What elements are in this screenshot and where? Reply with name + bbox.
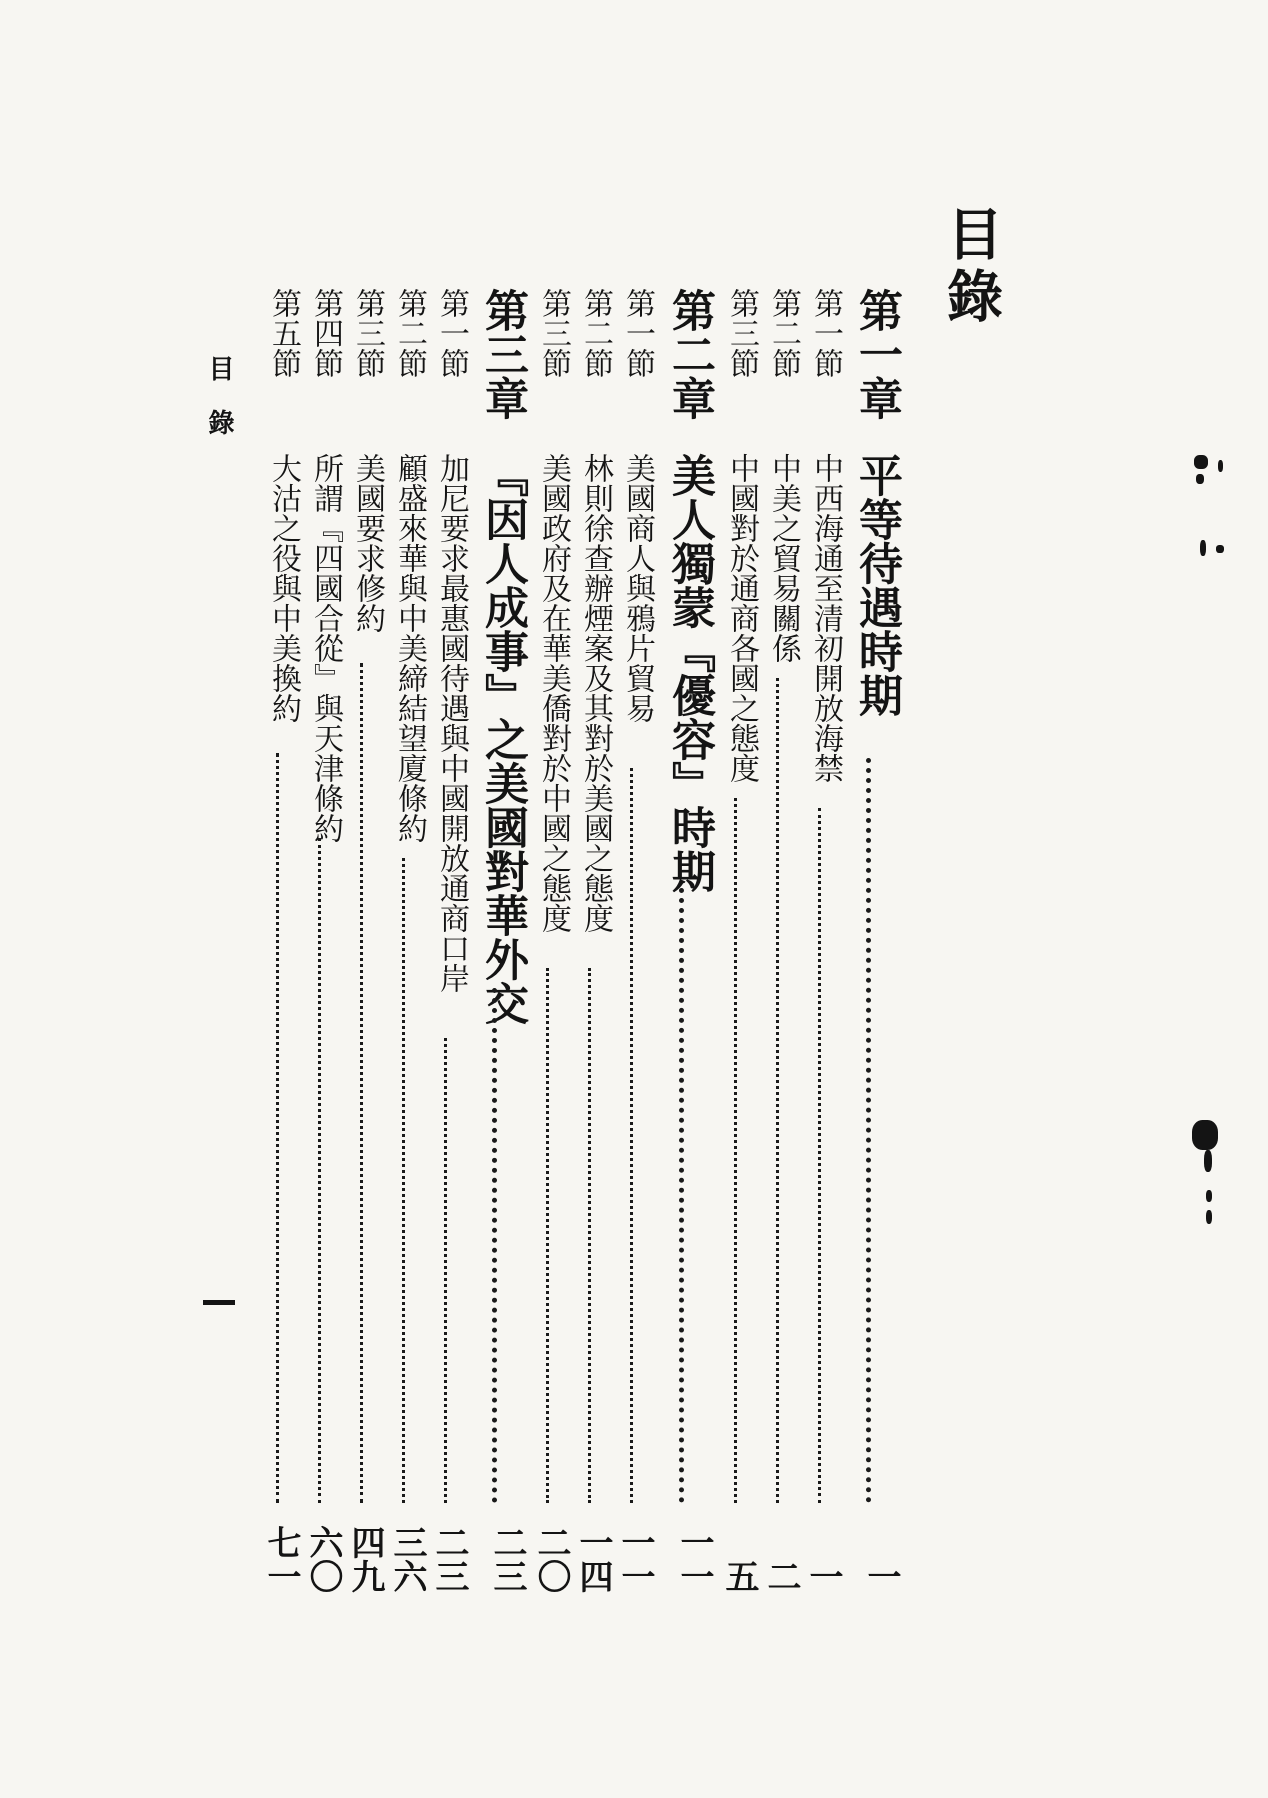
entry-page: 二三	[487, 1525, 527, 1593]
toc-entry-section-1-2	[758, 288, 801, 1593]
toc-entry-chapter-3	[468, 288, 528, 1593]
dot-leader	[818, 808, 821, 1503]
entry-title: 美國商人與鴉片貿易	[620, 453, 655, 723]
entry-title: 大沽之役與中美換約	[266, 453, 301, 723]
toc-entry-section-1-3	[716, 288, 759, 1593]
entry-page: 二〇	[531, 1525, 571, 1593]
entry-title: 林則徐查辦煙案及其對於美國之態度	[578, 453, 613, 933]
entry-page: 二	[761, 1559, 801, 1593]
dot-leader	[776, 678, 779, 1503]
toc-entry-section-2-3	[528, 288, 571, 1593]
entry-title: 美國政府及在華美僑對於中國之態度	[536, 453, 571, 933]
toc-entry-section-3-2	[384, 288, 427, 1593]
toc-entry-section-2-1	[612, 288, 655, 1593]
scan-mark	[1194, 455, 1208, 469]
entry-title: 中美之貿易關係	[766, 453, 801, 663]
entry-title: 中西海通至清初開放海禁	[808, 453, 843, 783]
toc-entry-chapter-2	[655, 288, 715, 1593]
dot-leader	[679, 888, 684, 1503]
entry-page: 一一	[615, 1525, 655, 1593]
entry-label: 第五節	[266, 288, 301, 378]
folio-mark	[203, 1300, 235, 1305]
entry-title: 加尼要求最惠國待遇與中國開放通商口岸	[434, 453, 469, 993]
entry-label: 第三節	[350, 288, 385, 378]
entry-label: 第一節	[808, 288, 843, 378]
entry-page: 一一	[674, 1525, 714, 1593]
entry-label: 第四節	[308, 288, 343, 378]
toc-entry-section-3-5	[258, 288, 301, 1593]
dot-leader	[546, 968, 549, 1503]
toc-entry-section-3-4	[300, 288, 343, 1593]
entry-title: 美國要求修約	[350, 453, 385, 633]
entry-title: 美人獨蒙『優容』時期	[664, 453, 715, 893]
scan-mark	[1196, 474, 1204, 484]
entry-label: 第三節	[536, 288, 571, 378]
entry-page: 三六	[387, 1525, 427, 1593]
entry-label: 第二節	[578, 288, 613, 378]
scan-mark	[1206, 1210, 1212, 1224]
scan-mark	[1218, 460, 1223, 472]
entry-page: 五	[719, 1559, 759, 1593]
toc-entry-section-3-1	[426, 288, 469, 1593]
entry-page: 四九	[345, 1525, 385, 1593]
dot-leader	[318, 838, 321, 1503]
dot-leader	[360, 663, 363, 1503]
scan-mark	[1206, 1190, 1212, 1202]
toc-entry-chapter-1	[842, 288, 902, 1593]
dot-leader	[734, 798, 737, 1503]
dot-leader	[276, 753, 279, 1503]
scan-mark	[1200, 540, 1206, 556]
entry-label: 第二章	[664, 288, 715, 420]
dot-leader	[588, 968, 591, 1503]
entry-page: 七一	[261, 1525, 301, 1593]
scan-mark	[1216, 545, 1224, 553]
dot-leader	[630, 768, 633, 1503]
entry-title: 中國對於通商各國之態度	[724, 453, 759, 783]
dot-leader	[866, 758, 871, 1503]
toc-entry-section-3-3	[342, 288, 385, 1593]
entry-title: 所謂『四國合從』與天津條約	[308, 453, 343, 843]
entry-label: 第二節	[392, 288, 427, 378]
scan-mark	[1204, 1150, 1212, 1172]
running-head: 目錄	[204, 355, 234, 463]
entry-title: 顧盛來華與中美締結望廈條約	[392, 453, 427, 843]
entry-label: 第三章	[477, 288, 528, 420]
dot-leader	[402, 858, 405, 1503]
page-title: 目錄	[938, 205, 1004, 329]
entry-title: 平等待遇時期	[851, 453, 902, 717]
scan-mark	[1192, 1120, 1218, 1150]
entry-page: 一四	[573, 1525, 613, 1593]
dot-leader	[444, 1038, 447, 1503]
entry-page: 一	[803, 1559, 843, 1593]
entry-label: 第一章	[851, 288, 902, 420]
entry-label: 第一節	[434, 288, 469, 378]
entry-page: 一	[861, 1559, 901, 1593]
entry-label: 第二節	[766, 288, 801, 378]
toc-entry-section-1-1	[800, 288, 843, 1593]
entry-label: 第一節	[620, 288, 655, 378]
dot-leader	[492, 988, 497, 1503]
entry-page: 二三	[429, 1525, 469, 1593]
entry-label: 第三節	[724, 288, 759, 378]
toc-entry-section-2-2	[570, 288, 613, 1593]
entry-page: 六〇	[303, 1525, 343, 1593]
entry-title: 『因人成事』之美國對華外交	[477, 453, 528, 1025]
